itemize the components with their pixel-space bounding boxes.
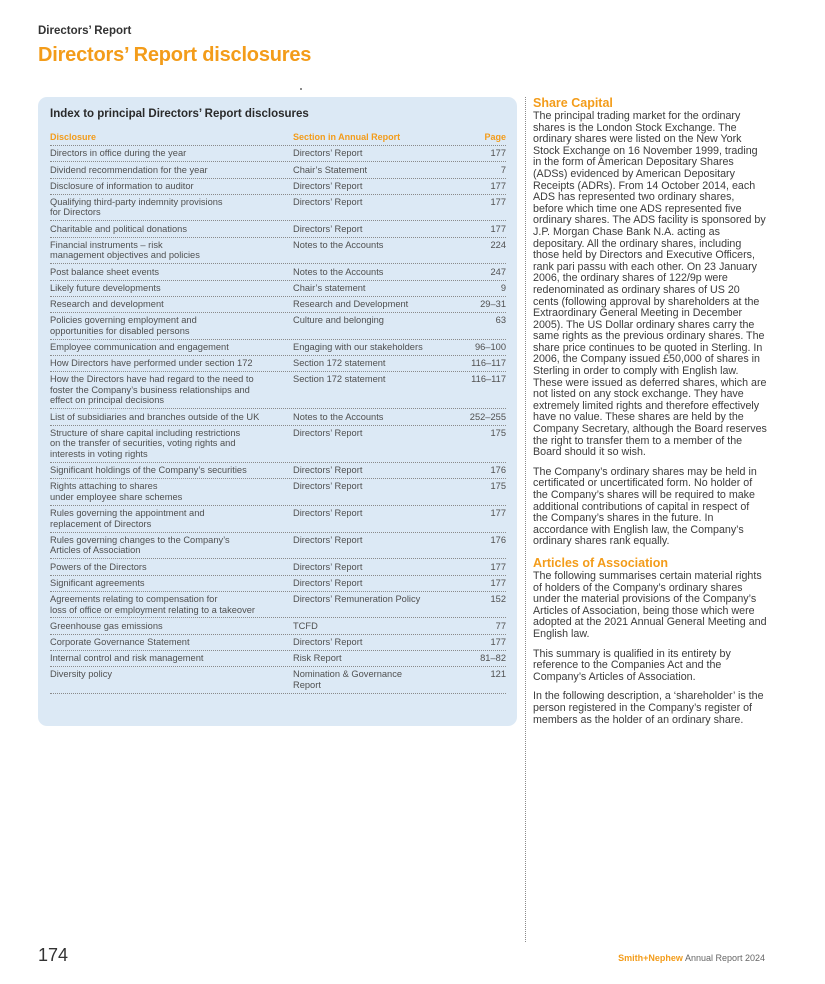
table-cell-disclosure: Financial instruments – risk management objectives and policies bbox=[50, 239, 200, 261]
table-cell-section: Notes to the Accounts bbox=[293, 411, 384, 422]
table-row bbox=[50, 264, 506, 280]
table-cell-page: 7 bbox=[500, 164, 506, 175]
table-cell-disclosure: Significant agreements bbox=[50, 577, 145, 588]
articles-paragraph: This summary is qualified in its entirety by reference to the Companies Act and the Company’s Articles of Association. bbox=[533, 647, 731, 683]
table-body bbox=[50, 146, 506, 694]
table-row bbox=[50, 221, 506, 237]
table-cell-page: 177 bbox=[490, 508, 506, 519]
table-row bbox=[50, 356, 506, 372]
table-cell-section: Directors’ Report bbox=[293, 180, 363, 191]
table-cell-disclosure: Rights attaching to shares under employee share schemes bbox=[50, 481, 183, 502]
table-cell-section: Directors’ Report bbox=[293, 465, 363, 476]
table-header-row bbox=[50, 130, 506, 146]
table-row bbox=[50, 195, 506, 222]
table-cell-page: 177 bbox=[490, 180, 506, 191]
table-cell-section: Directors’ Report bbox=[293, 481, 363, 492]
table-cell-disclosure: Charitable and political donations bbox=[50, 223, 187, 234]
share-capital-paragraph: The principal trading market for the ordinary shares is the London Stock Exchange. The ordinary shares were listed on the New York Stock Exchange on 16 November 1999, trading in the form of American Depositary Shares (ADSs) evidenced by American Depositary Receipts (ADRs). From 14 October 2014, each ADS has represented two ordinary shares, before which time one ADS represented five ordinary shares. The ADS facility is sponsored by J.P. Morgan Chase Bank N.A. acting as depositary. All the ordinary shares, including those held by Directors and Executive Officers, rank pari passu with each other. On 23 January 2006, the ordinary shares of 122/9p were redenominated as ordinary shares of US 20 cents (following approval by shareholders at the Extraordinary General Meeting in December 2005). The US Dollar ordinary shares carry the same rights as the previous ordinary shares. The share price continues to be quoted in Sterling. In 2006, the Company issued £50,000 of shares in Sterling in order to comply with English law. These were issued as deferred shares, which are not listed on any stock exchange. They have extremely limited rights and therefore effectively have no value. These shares are held by the Company Secretary, although the Board reserves the right to transfer them to a member of the Board should it so wish. bbox=[533, 110, 767, 459]
table-cell-page: 177 bbox=[490, 561, 506, 572]
page-title: Directors’ Report disclosures bbox=[38, 44, 312, 66]
table-row bbox=[50, 559, 506, 575]
table-cell-section: TCFD bbox=[293, 620, 318, 631]
table-row bbox=[50, 146, 506, 162]
table-cell-page: 152 bbox=[490, 593, 506, 604]
index-table-title: Index to principal Directors’ Report disclosures bbox=[50, 108, 309, 120]
table-cell-page: 96–100 bbox=[474, 341, 506, 352]
footer-publication bbox=[618, 953, 765, 963]
table-cell-disclosure: Research and development bbox=[50, 298, 164, 309]
table-cell-section: Directors’ Report bbox=[293, 223, 363, 234]
table-cell-page: 175 bbox=[490, 427, 506, 438]
table-row bbox=[50, 618, 506, 634]
table-cell-section: Directors’ Report bbox=[293, 148, 363, 159]
table-row bbox=[50, 340, 506, 356]
table-cell-page: 177 bbox=[490, 636, 506, 647]
table-row bbox=[50, 667, 506, 694]
table-cell-page: 247 bbox=[490, 266, 506, 277]
table-cell-disclosure: Greenhouse gas emissions bbox=[50, 620, 163, 631]
table-cell-disclosure: Directors in office during the year bbox=[50, 148, 187, 159]
table-row bbox=[50, 651, 506, 667]
table-row bbox=[50, 576, 506, 592]
table-cell-section: Notes to the Accounts bbox=[293, 239, 384, 250]
table-cell-disclosure: Qualifying third-party indemnity provisions for Directors bbox=[50, 196, 223, 218]
share-capital-heading: Share Capital bbox=[533, 96, 613, 110]
table-cell-section: Research and Development bbox=[293, 298, 409, 309]
table-cell-section: Nomination & Governance Report bbox=[293, 669, 403, 690]
table-cell-disclosure: Rules governing changes to the Company’s Articles of Association bbox=[50, 534, 230, 556]
table-cell-page: 116–117 bbox=[471, 374, 506, 385]
table-cell-disclosure: Employee communication and engagement bbox=[50, 341, 229, 352]
table-cell-page: 9 bbox=[500, 282, 506, 293]
table-row bbox=[50, 179, 506, 195]
column-header-page: Page bbox=[484, 132, 506, 143]
articles-paragraph: In the following description, a ‘shareholder’ is the person registered in the Company’s register of members as the holder of an ordinary share. bbox=[533, 690, 764, 726]
table-cell-section: Section 172 statement bbox=[293, 358, 386, 369]
table-cell-disclosure: List of subsidiaries and branches outside of the UK bbox=[50, 411, 260, 422]
table-cell-disclosure: Corporate Governance Statement bbox=[50, 636, 190, 647]
table-cell-disclosure: How the Directors have had regard to the need to foster the Company’s business relationships and effect on principal decisions bbox=[50, 374, 254, 406]
table-cell-page: 177 bbox=[490, 577, 506, 588]
table-cell-section: Directors’ Report bbox=[293, 577, 363, 588]
table-cell-disclosure: Rules governing the appointment and replacement of Directors bbox=[50, 508, 205, 529]
table-row bbox=[50, 592, 506, 619]
table-cell-page: 224 bbox=[490, 239, 506, 250]
right-column bbox=[533, 96, 767, 734]
table-cell-page: 176 bbox=[490, 465, 506, 476]
disclosure-index-panel bbox=[38, 97, 517, 726]
table-row bbox=[50, 506, 506, 533]
table-cell-section: Engaging with our stakeholders bbox=[293, 341, 423, 352]
table-cell-section: Directors’ Report bbox=[293, 508, 363, 519]
separator-dot bbox=[300, 88, 302, 90]
table-row bbox=[50, 297, 506, 313]
column-header-section: Section in Annual Report bbox=[293, 132, 401, 143]
table-cell-section: Section 172 statement bbox=[293, 374, 386, 385]
table-cell-disclosure: Policies governing employment and opportunities for disabled persons bbox=[50, 315, 197, 336]
table-cell-disclosure: Structure of share capital including restrictions on the transfer of securities, voting rights and interests in voting rights bbox=[50, 427, 241, 459]
table-cell-page: 177 bbox=[490, 196, 506, 207]
table-row bbox=[50, 533, 506, 560]
table-row bbox=[50, 463, 506, 479]
table-cell-page: 177 bbox=[490, 223, 506, 234]
table-cell-disclosure: Diversity policy bbox=[50, 669, 112, 680]
table-cell-disclosure: Agreements relating to compensation for loss of office or employment relating to a takeover bbox=[50, 593, 255, 615]
table-row bbox=[50, 281, 506, 297]
table-cell-section: Directors’ Report bbox=[293, 636, 363, 647]
table-cell-section: Directors’ Report bbox=[293, 427, 363, 438]
articles-heading: Articles of Association bbox=[533, 555, 668, 570]
table-cell-disclosure: Post balance sheet events bbox=[50, 266, 160, 277]
table-cell-section: Directors’ Report bbox=[293, 534, 363, 545]
section-kicker: Directors’ Report bbox=[38, 25, 132, 37]
table-cell-page: 177 bbox=[490, 148, 506, 159]
table-cell-disclosure: Disclosure of information to auditor bbox=[50, 180, 194, 191]
table-cell-page: 175 bbox=[490, 481, 506, 492]
table-row bbox=[50, 426, 506, 463]
table-cell-page: 63 bbox=[495, 315, 506, 326]
table-row bbox=[50, 313, 506, 340]
table-cell-section: Risk Report bbox=[293, 653, 342, 664]
table-cell-disclosure: Significant holdings of the Company’s securities bbox=[50, 465, 247, 476]
table-row bbox=[50, 372, 506, 409]
share-capital-paragraph: The Company’s ordinary shares may be held in certificated or uncertificated form. No holder of the Company’s shares will be required to make additional contributions of capital in respect of the Company’s shares in the future. In accordance with English law, the Company’s ordinary shares rank equally. bbox=[533, 465, 757, 548]
brand-name: Smith+Nephew bbox=[618, 953, 683, 963]
table-cell-page: 121 bbox=[490, 669, 506, 680]
table-cell-page: 81–82 bbox=[480, 653, 506, 664]
table-cell-section: Chair’s Statement bbox=[293, 164, 368, 175]
table-cell-section: Chair’s statement bbox=[293, 282, 366, 293]
table-row bbox=[50, 162, 506, 178]
table-cell-section: Directors’ Report bbox=[293, 196, 363, 207]
table-cell-page: 252–255 bbox=[469, 411, 506, 422]
table-cell-section: Culture and belonging bbox=[293, 315, 384, 326]
publication-title: Annual Report 2024 bbox=[684, 953, 765, 963]
table-row bbox=[50, 479, 506, 506]
table-row bbox=[50, 409, 506, 425]
table-cell-disclosure: Likely future developments bbox=[50, 282, 161, 293]
column-header-disclosure: Disclosure bbox=[50, 132, 97, 143]
table-cell-disclosure: Powers of the Directors bbox=[50, 561, 147, 572]
table-cell-page: 77 bbox=[495, 620, 506, 631]
table-row bbox=[50, 635, 506, 651]
table-row bbox=[50, 238, 506, 265]
table-cell-page: 116–117 bbox=[471, 358, 506, 369]
table-cell-section: Notes to the Accounts bbox=[293, 266, 384, 277]
table-cell-disclosure: Internal control and risk management bbox=[50, 653, 204, 664]
table-cell-disclosure: Dividend recommendation for the year bbox=[50, 164, 208, 175]
table-cell-section: Directors’ Remuneration Policy bbox=[293, 593, 421, 604]
table-cell-section: Directors’ Report bbox=[293, 561, 363, 572]
page-number: 174 bbox=[38, 945, 69, 965]
table-cell-page: 29–31 bbox=[480, 298, 506, 309]
column-divider bbox=[525, 97, 526, 942]
table-cell-page: 176 bbox=[490, 534, 506, 545]
articles-paragraph: The following summarises certain material rights of holders of the Company’s ordinary shares under the material provisions of the Company’s Articles of Association, being those which were adopted at the 2021 Annual General Meeting and English law. bbox=[533, 569, 767, 640]
table-cell-disclosure: How Directors have performed under section 172 bbox=[50, 358, 253, 369]
